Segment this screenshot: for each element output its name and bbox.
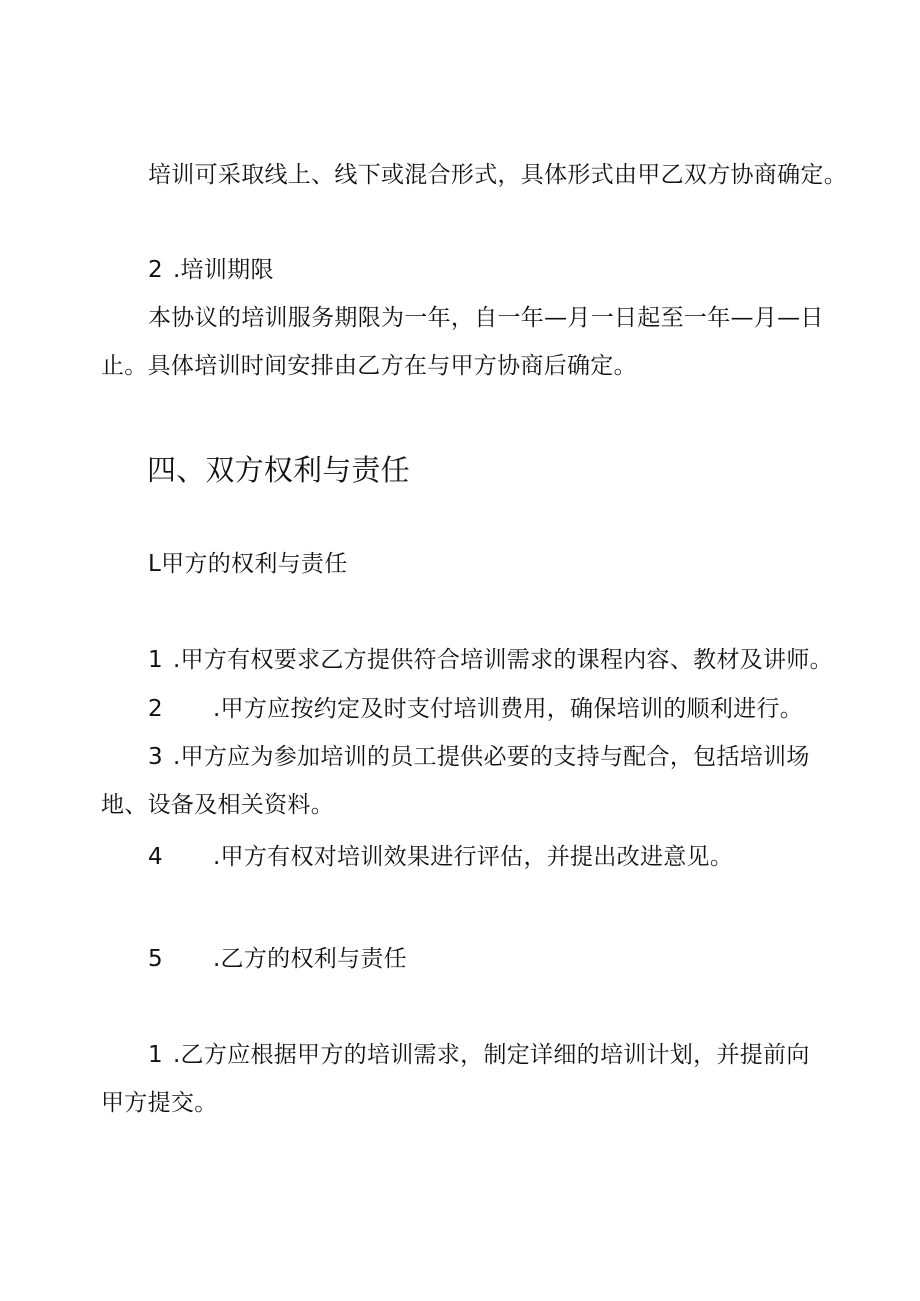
party-a-item-3	[148, 742, 810, 772]
section-heading: 四、双方权利与责任	[147, 453, 410, 487]
item-number: 3	[148, 744, 163, 770]
party-b-item-1	[148, 1040, 810, 1070]
party-a-item-3-continued: 地、设备及相关资料。	[101, 792, 334, 818]
item-title: .乙方的权利与责任	[212, 946, 407, 972]
party-a-item-1	[148, 645, 833, 675]
subsection-party-b	[148, 944, 407, 974]
item-number: 2	[148, 257, 163, 283]
item-number: 4	[148, 844, 163, 870]
item-text: .乙方应根据甲方的培训需求，制定详细的培训计划，并提前向	[172, 1042, 810, 1068]
subsection-party-a: L甲方的权利与责任	[148, 551, 348, 577]
item-training-period	[148, 255, 274, 285]
item-number: 1	[148, 1042, 163, 1068]
item-title: .培训期限	[172, 257, 274, 283]
item-text: .甲方应为参加培训的员工提供必要的支持与配合，包括培训场	[172, 744, 810, 770]
training-form-paragraph: 培训可采取线上、线下或混合形式，具体形式由甲乙双方协商确定。	[148, 162, 847, 188]
party-a-item-4	[148, 842, 733, 872]
item-number: 2	[148, 696, 163, 722]
party-b-item-1-continued: 甲方提交。	[101, 1090, 218, 1116]
period-paragraph-line-2: 止。具体培训时间安排由乙方在与甲方协商后确定。	[101, 353, 637, 379]
item-text: .甲方应按约定及时支付培训费用，确保培训的顺利进行。	[212, 696, 804, 722]
party-a-item-2	[148, 694, 803, 724]
period-paragraph-line-1: 本协议的培训服务期限为一年，自一年—月一日起至一年—月—日	[148, 305, 824, 331]
item-number: 1	[148, 647, 163, 673]
item-number: 5	[148, 946, 163, 972]
item-text: .甲方有权要求乙方提供符合培训需求的课程内容、教材及讲师。	[172, 647, 833, 673]
item-text: .甲方有权对培训效果进行评估，并提出改进意见。	[212, 844, 734, 870]
